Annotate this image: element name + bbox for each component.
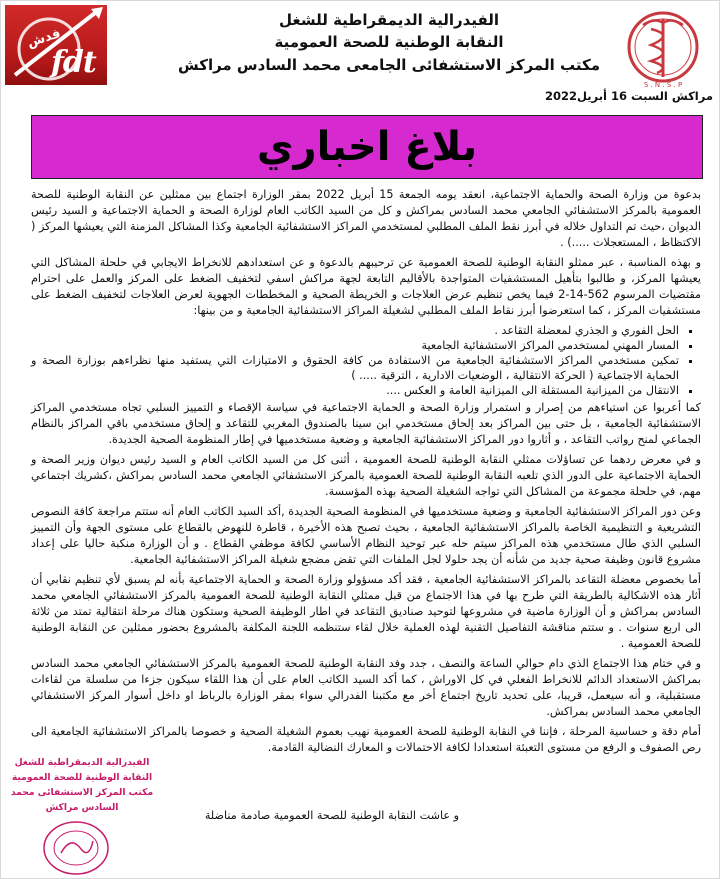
paragraph-intro: بدعوة من وزارة الصحة والحماية الاجتماعية، انعقد يومه الجمعة 15 أبريل 2022 بمقر الوزارة اجتماع بين ممثلين عن النقابة الوطنية للصحة العمومية بالمركز الاستشفائي الجامعي محمد السادس بمراكش و كل من السيد الكاتب العام لوزارة الصحة و الحماية الاجتماعية و السيد رئيس الديوان ،حيث تم التداول خلاله في أبرز نقط الملف المطلبي لمستخدمي المراكز الاستشفائية الجامعية وكذا المشاكل المزمنة التي يعيشها المركز ( الاكتظاظ ، المستعجلات .....) . bbox=[31, 188, 702, 249]
stamp-line: السادس مراكش bbox=[45, 802, 119, 813]
demand-item: ▪ الحل الفوري و الجذري لمعضلة التقاعد . bbox=[31, 323, 679, 338]
paragraph-demands-intro: و بهذه المناسبة ، عبر ممثلو النقابة الوطنية للصحة العمومية عن ترحيبهم بالدعوة و عن استعدادهم للانخراط الايجابي في حلحلة المشاكل التي يعيشها المركز، و طالبوا بتأهيل المستشفيات المتواجدة بالأقاليم التابعة لجهة مراكش اسفي لتخفيف الضغط على المركز والعمل على احترام مقتضيات المرسوم 562-14-2 فيما يخص تنظيم عرض العلاجات و الخريطة الصحية و المخططات الجهوية لعرض العلاجات لتخفيف الضغط على مستشفيات المركز ، كما استعرضوا أبرز نقاط الملف المطلبي لشغيلة المراكز الاستشفائية الجامعية و من بينها: bbox=[31, 256, 702, 317]
closing-slogan: و عاشت النقابة الوطنية للصحة العمومية صادمة مناضلة bbox=[204, 809, 459, 822]
fdt-latin-acronym: fdt bbox=[51, 45, 96, 80]
paragraph-discontent: كما أعربوا عن استياءهم من إصرار و استمرار وزارة الصحة و الحماية الاجتماعية في سياسة الإقصاء و التمييز السلبي تجاه مستخدمي المراكز الاستشفائية الجامعية ، بل حتى بين المراكز بعد إلحاق مستخدمي ابن سينا بالصندوق المغربي للتقاعد و إلحاق مستخدمي باقي المراكز بالنظام الجماعي لمنح رواتب التقاعد ، و أثاروا دور المراكز الاستشفائية الجامعية و وضعية مستخدميها في إطار المنظومة الصحية الجديدة. bbox=[31, 401, 701, 446]
stamp-line: النقابة الوطنية للصحة العمومية bbox=[11, 772, 153, 783]
paragraph-response: و في معرض ردهما عن تساؤلات ممثلي النقابة الوطنية للصحة العمومية ، أثنى كل من السيد الكاتب العام و السيد رئيس ديوان وزير الصحة و الحماية الاجتماعية على الدور الذي تلعبه النقابة الوطنية للصحة العمومية بالمركز الاستشفائي الجامعي محمد السادس بمراكش ،كشريك اجتماعي مهم، في حلحلة مجموعة من المشاكل التي تواجه الشغيلة الصحية بهذه المؤسسة. bbox=[31, 453, 701, 498]
letterhead bbox=[149, 9, 629, 76]
fdt-arabic-acronym: فدش bbox=[25, 26, 63, 51]
stamp-line: الفيدرالية الديمقراطية للشغل bbox=[14, 757, 150, 768]
document-body bbox=[31, 187, 701, 760]
paragraph-closing: و في ختام هذا الاجتماع الذي دام حوالي الساعة والنصف ، جدد وفد النقابة الوطنية للصحة العمومية بالمركز الاستشفائي الجامعي محمد السادس بمراكش الاستعداد الدائم للانخراط الفعلي في كل الاوراش ، كما أكد السيد الكاتب العام على أن هذا اللقاء سيكون جزءا من سلسلة من لقاءات مستقبلية، و أنه سيعمل، قريبا، على تحديد تاريخ اجتماع أخر مع مكتبنا الفدرالي سواء بمقر الوزارة بالرباط او داخل أسوار المركز الاستشفائي الجامعي محمد السادس بمراكش. bbox=[31, 657, 701, 718]
demands-list bbox=[31, 323, 701, 398]
stamp-line: مكتب المركز الاستشفائى محمد bbox=[10, 787, 154, 798]
demand-item: ▪ الانتقال من الميزانية المستقلة الى الميزانية العامة و العكس .... bbox=[31, 383, 679, 398]
round-stamp-icon bbox=[41, 819, 111, 877]
federation-name: الفيدرالية الديمقراطية للشغل bbox=[278, 11, 500, 29]
document-title: بلاغ اخباري bbox=[256, 124, 478, 170]
paragraph-retirement: أما بخصوص معضلة التقاعد بالمراكز الاستشفائية الجامعية ، فقد أكد مسؤولو وزارة الصحة و الحماية الاجتماعية بأنه لم يسبق لأي تنظيم نقابي أن أثار هذه الاشكالية بالطريقة التي طرح بها في هذا الاجتماع من قبل ممثلي النقابة الوطنية للصحة العمومية بالمركز الاستشفائي الجامعي محمد السادس بمراكش و أن الوزارة ماضية في مشروعها لتوحيد صناديق التقاعد في اطار الوظيفة الصحية وستكون هناك مرحلة انتقالية تمتد من ثلاثة الى اربع سنوات . و ستتم مناقشة التفاصيل التقنية لهذه العملية خلال لقاء ستنظمه اللجنة المكلفة بالمشروع بحضور ممثلين عن النقابة الوطنية للصحة العمومية . bbox=[31, 573, 701, 650]
demand-item: ▪ تمكين مستخدمي المراكز الاستشفائية الجامعية من الاستفادة من كافة الحقوق و الامتيازات التي يستفيد منها نظراءهم بوزارة الصحة و الحماية الاجتماعية ( الحركة الانتقالية ، الوضعيات الادارية ، الترقية ..... ) bbox=[31, 353, 679, 383]
fdt-logo bbox=[5, 5, 107, 85]
demand-item: ▪ المسار المهني لمستخدمي المراكز الاستشفائية الجامعية bbox=[31, 338, 679, 353]
svg-text:S . N . S . P: S . N . S . P bbox=[643, 81, 683, 89]
union-name: النقابة الوطنية للصحة العمومية bbox=[274, 33, 504, 51]
document-date: مراكش السبت 16 أبريل2022 bbox=[544, 89, 713, 103]
title-banner bbox=[31, 115, 703, 179]
office-name: مكتب المركز الاستشفائى الجامعى محمد السادس مراكش bbox=[178, 56, 600, 74]
paragraph-call: أمام دقة و حساسية المرحلة ، فإننا في النقابة الوطنية للصحة العمومية نهيب بعموم الشغيلة الصحية و خصوصا بالمراكز الاستشفائية الجامعية الى رص الصفوف و الرفع من مستوى التعبئة استعدادا لكافة الاحتمالات و المعارك النضالية القادمة. bbox=[31, 725, 701, 754]
paragraph-new-system: وعن دور المراكز الاستشفائية الجامعية و وضعية مستخدميها في المنظومة الصحية الجديدة ,أكد السيد الكاتب العام أنه ستتم مراجعة كافة النصوص التشريعية و التنظيمية الخاصة بالمراكز الاستشفائية الجامعية ، بحيث تصبح هذه الأخيرة ، قاطرة للنهوض بالقطاع على مستوى الجهة وأن التمييز السلبي الذي طال مستخدمي هذه المراكز سيتم حله عبر توحيد النظام الأساسي لكافة موظفي القطاع . و أن الوزارة منكبة حاليا على إعداد مشروع قانون وظيفة صحية جديد من شأنه أن يجد حلولا لجل الملفات التي تقض مضجع شغيلة المراكز الاستشفائية الجامعية. bbox=[31, 505, 701, 566]
union-stamp-text bbox=[7, 755, 157, 815]
